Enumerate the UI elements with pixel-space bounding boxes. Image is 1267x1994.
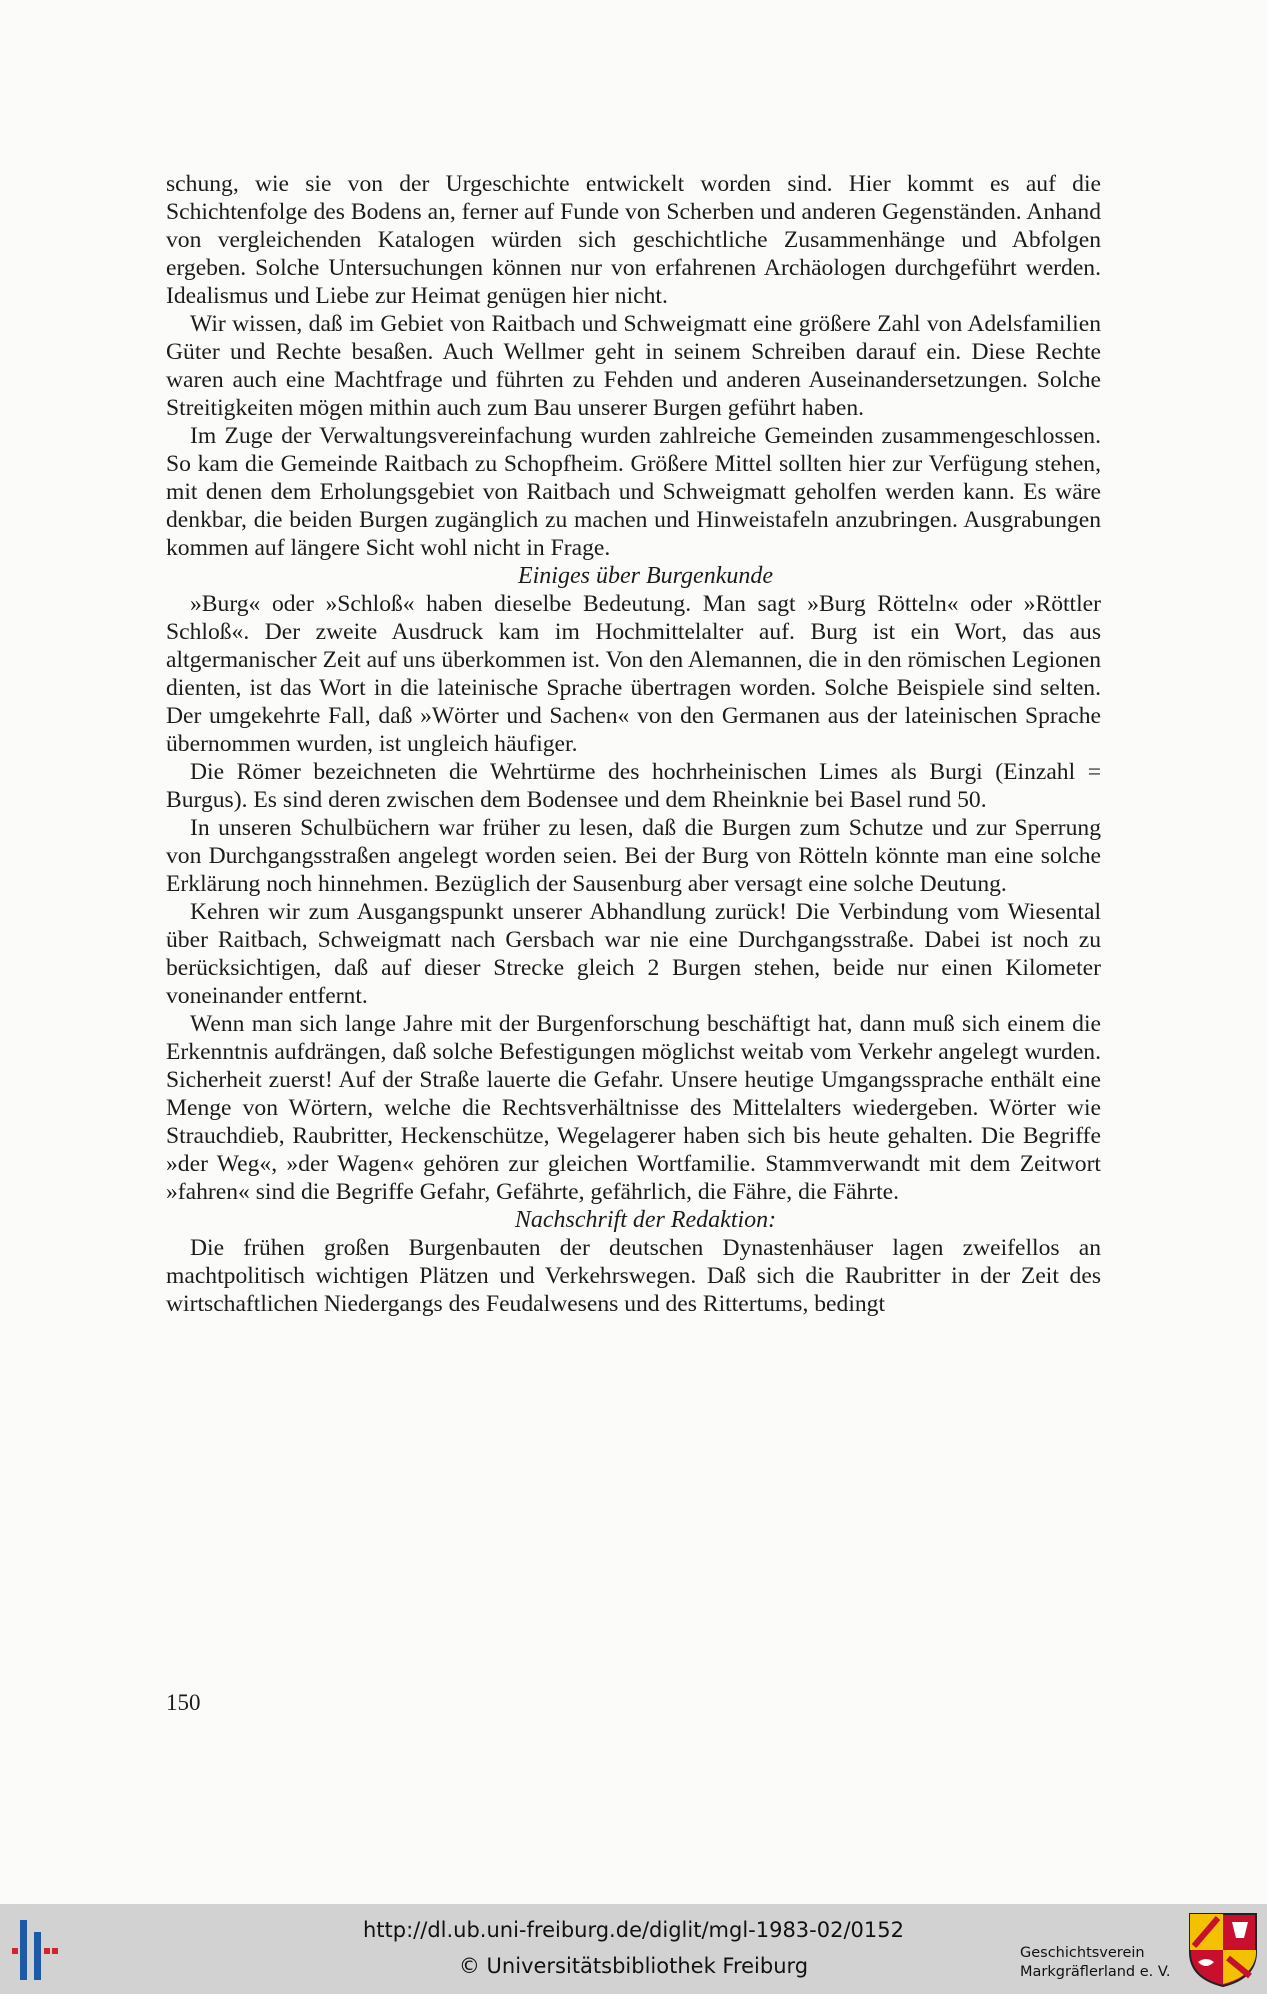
coat-of-arms-icon bbox=[1188, 1912, 1258, 1988]
section-heading: Einiges über Burgenkunde bbox=[517, 563, 774, 589]
paragraph: Wenn man sich lange Jahre mit der Burgenforschung beschäftigt hat, dann muß sich einem die Erkenntnis aufdrängen, daß solche Befestigungen möglichst weitab vom Verkehr angelegt wurden. Sicherheit zuerst! Auf der Straße lauerte die Gefahr. Unsere heutige Umgangssprache enthält eine Menge von Wörtern, welche die Rechtsverhältnisse des Mittelalters wiedergeben. Wörter wie Strauchdieb, Raubritter, Heckenschütze, Wegelagerer haben sich bis heute gehalten. Die Begriffe »der Weg«, »der Wagen« gehören zur gleichen Wortfamilie. Stammverwandt mit dem Zeitwort »fahren« sind die Begriffe Gefahr, Gefährte, gefährlich, die Fähre, die Fährte. bbox=[166, 1011, 1101, 1205]
section-heading: Nachschrift der Redaktion: bbox=[514, 1207, 777, 1233]
society-name bbox=[1020, 1944, 1171, 1982]
paragraph: »Burg« oder »Schloß« haben dieselbe Bedeutung. Man sagt »Burg Rötteln« oder »Röttler Schloß«. Der zweite Ausdruck kam im Hochmittelalter auf. Burg ist ein Wort, das aus altgermanischer Zeit auf uns überkommen ist. Von den Alemannen, die in den römischen Legionen dienten, ist das Wort in die lateinische Sprache übertragen worden. Solche Beispiele sind selten. Der umgekehrte Fall, daß »Wörter und Sachen« von den Germanen aus der lateinischen Sprache übernommen wurden, ist ungleich häufiger. bbox=[166, 591, 1101, 757]
permalink-url[interactable]: http://dl.ub.uni-freiburg.de/diglit/mgl-1983-02/0152 bbox=[362, 1918, 904, 1942]
paragraph: Die frühen großen Burgenbauten der deutschen Dynastenhäuser lagen zweifellos an machtpolitisch wichtigen Plätzen und Verkehrswegen. Daß sich die Raubritter in der Zeit des wirtschaftlichen Niedergangs des Feudalwesens und des Rittertums, bedingt bbox=[166, 1235, 1101, 1317]
page-number: 150 bbox=[166, 1690, 201, 1715]
society-line: Markgräflerland e. V. bbox=[1020, 1964, 1171, 1980]
paragraph: Im Zuge der Verwaltungsvereinfachung wurden zahlreiche Gemeinden zusammengeschlossen. So kam die Gemeinde Raitbach zu Schopfheim. Größere Mittel sollten hier zur Verfügung stehen, mit denen dem Erholungsgebiet von Raitbach und Schweigmatt geholfen werden kann. Es wäre denkbar, die beiden Burgen zugänglich zu machen und Hinweistafeln anzubringen. Ausgrabungen kommen auf längere Sicht wohl nicht in Frage. bbox=[166, 423, 1101, 561]
society-line: Geschichtsverein bbox=[1020, 1945, 1145, 1961]
paragraph: Die Römer bezeichneten die Wehrtürme des hochrheinischen Limes als Burgi (Einzahl = Burgus). Es sind deren zwischen dem Bodensee und dem Rheinknie bei Basel rund 50. bbox=[166, 759, 1101, 813]
paragraph: Wir wissen, daß im Gebiet von Raitbach und Schweigmatt eine größere Zahl von Adelsfamilien Güter und Rechte besaßen. Auch Wellmer geht in seinem Schreiben darauf ein. Diese Rechte waren auch eine Machtfrage und führten zu Fehden und anderen Auseinandersetzungen. Solche Streitigkeiten mögen mithin auch zum Bau unserer Burgen geführt haben. bbox=[166, 311, 1101, 421]
library-footer bbox=[0, 1904, 1267, 1994]
article-body bbox=[166, 170, 1101, 1318]
paragraph: schung, wie sie von der Urgeschichte entwickelt worden sind. Hier kommt es auf die Schichtenfolge des Bodens an, ferner auf Funde von Scherben und anderen Gegenständen. Anhand von vergleichenden Katalogen würden sich geschichtliche Zusammenhänge und Abfolgen ergeben. Solche Untersuchungen können nur von erfahrenen Archäologen durchgeführt werden. Idealismus und Liebe zur Heimat genügen hier nicht. bbox=[166, 171, 1101, 309]
paragraph: Kehren wir zum Ausgangspunkt unserer Abhandlung zurück! Die Verbindung vom Wiesental über Raitbach, Schweigmatt nach Gersbach war nie eine Durchgangsstraße. Dabei ist noch zu berücksichtigen, daß auf dieser Strecke gleich 2 Burgen stehen, beide nur einen Kilometer voneinander entfernt. bbox=[166, 899, 1101, 1009]
paragraph: In unseren Schulbüchern war früher zu lesen, daß die Burgen zum Schutze und zur Sperrung von Durchgangsstraßen angelegt worden seien. Bei der Burg von Rötteln könnte man eine solche Erklärung noch hinnehmen. Bezüglich der Sausenburg aber versagt eine solche Deutung. bbox=[166, 815, 1101, 897]
copyright-notice: © Universitätsbibliothek Freiburg bbox=[458, 1954, 809, 1978]
